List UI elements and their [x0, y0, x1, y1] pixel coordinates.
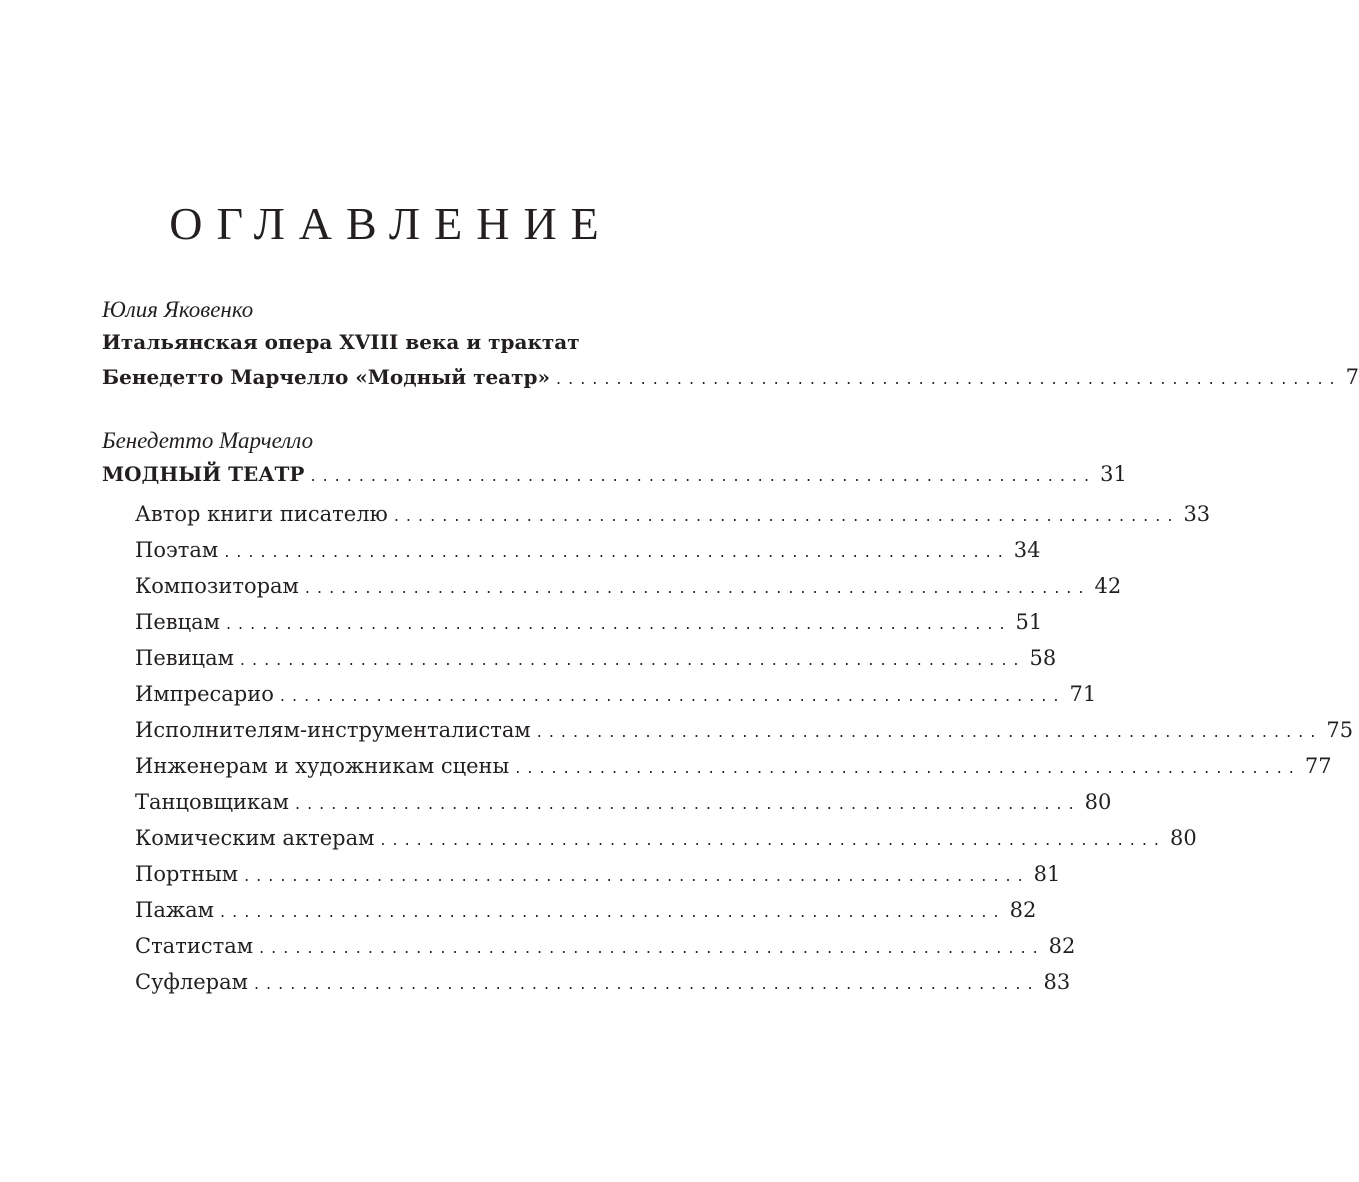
list-item [135, 712, 1354, 748]
chapter-label: Танцовщикам [135, 790, 289, 814]
treatise-author: Бенедетто Марчелло [102, 428, 314, 453]
list-item [135, 820, 1197, 856]
dot-leader: ................................................................. [279, 686, 1066, 705]
chapter-label: Певцам [135, 610, 220, 634]
list-item [135, 604, 1043, 640]
treatise-entry [102, 426, 1127, 492]
dot-leader: ................................................................. [380, 830, 1167, 849]
page-number: 33 [1183, 502, 1211, 526]
treatise-title-row [102, 456, 1127, 492]
chapter-label: Автор книги писателю [135, 502, 388, 526]
chapter-label: Статистам [135, 934, 254, 958]
dot-leader: ................................................................. [515, 758, 1301, 777]
page-number: 75 [1326, 718, 1354, 742]
page-number: 80 [1084, 790, 1112, 814]
page-number: 31 [1100, 462, 1127, 486]
dot-leader: ................................................................. [225, 614, 1012, 633]
dot-leader: ................................................................. [239, 650, 1026, 669]
page-number: 71 [1069, 682, 1097, 706]
chapter-label: Суфлерам [135, 970, 248, 994]
dot-leader: ................................................................. [310, 466, 1097, 485]
dot-leader: ................................................................. [304, 578, 1091, 597]
page-number: 82 [1009, 898, 1037, 922]
chapter-label: Певицам [135, 646, 234, 670]
list-item [135, 640, 1057, 676]
chapter-label: Композиторам [135, 574, 299, 598]
list-item [135, 928, 1076, 964]
dot-leader: ................................................................. [259, 938, 1045, 957]
page-number: 58 [1029, 646, 1057, 670]
list-item [135, 532, 1041, 568]
dot-leader: ................................................................. [536, 722, 1323, 741]
page-number: 51 [1015, 610, 1043, 634]
list-item [135, 748, 1332, 784]
intro-entry [102, 295, 1359, 395]
chapter-label: Поэтам [135, 538, 219, 562]
treatise-title: МОДНЫЙ ТЕАТР [102, 462, 305, 486]
list-item [135, 568, 1122, 604]
page-title: ОГЛАВЛЕНИЕ [169, 198, 613, 249]
page-number: 77 [1304, 754, 1332, 778]
page-number: 81 [1033, 862, 1061, 886]
chapter-label: Исполнителям-инструменталистам [135, 718, 531, 742]
page-number: 83 [1043, 970, 1071, 994]
dot-leader: ................................................................. [244, 866, 1030, 885]
dot-leader: ................................................................. [253, 974, 1040, 993]
list-item [135, 676, 1097, 712]
list-item [135, 964, 1071, 1000]
page-number: 42 [1094, 574, 1122, 598]
list-item [135, 892, 1037, 928]
chapter-label: Инженерам и художникам сцены [135, 754, 510, 778]
chapter-label: Портным [135, 862, 239, 886]
dot-leader: ................................................................. [224, 542, 1010, 561]
dot-leader: ................................................................. [556, 369, 1342, 388]
intro-title-line-2: Бенедетто Марчелло «Модный театр» [102, 365, 551, 389]
dot-leader: ................................................................. [393, 506, 1180, 525]
list-item [135, 856, 1061, 892]
dot-leader: ................................................................. [220, 902, 1006, 921]
intro-title-line-1: Итальянская опера XVIII века и трактат [102, 330, 580, 354]
dot-leader: ................................................................. [295, 794, 1081, 813]
list-item [135, 784, 1112, 820]
page-number: 80 [1170, 826, 1197, 850]
chapter-label: Импресарио [135, 682, 274, 706]
page-number: 34 [1013, 538, 1041, 562]
list-item [135, 496, 1211, 532]
page-number: 82 [1048, 934, 1076, 958]
chapter-list [135, 496, 1354, 1000]
chapter-label: Пажам [135, 898, 215, 922]
chapter-label: Комическим актерам [135, 826, 375, 850]
intro-author: Юлия Яковенко [102, 297, 254, 322]
page-number: 7 [1345, 365, 1359, 389]
intro-title-line-2-row [102, 359, 1359, 395]
